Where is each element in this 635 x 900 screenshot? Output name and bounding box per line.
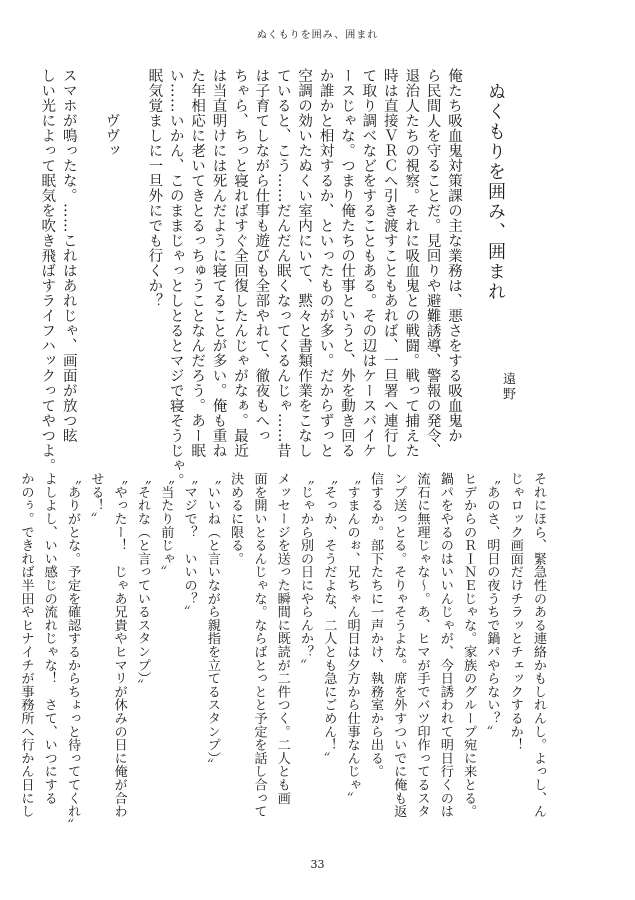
text-line: 時は直接ＶＲＣへ引き渡すこともあれば、一旦署へ連行し xyxy=(381,68,398,458)
text-line: 〝じゃから別の日にやらんか？〟 xyxy=(298,472,314,672)
lower-text-block xyxy=(18,472,550,857)
text-line: て取り調べなどをすることもある。その辺はケースバイケ xyxy=(360,68,377,458)
text-line: 信するか。部下たちに一声かけ、執務室から出る。 xyxy=(367,472,383,778)
text-line: た年相応に老いてきとるっちゅうことなんだろう。あー眠 xyxy=(189,68,206,458)
running-header: ぬくもりを囲み、囲まれ xyxy=(256,30,379,41)
text-line: 退治人たちの視察。それに吸血鬼との戦闘。戦って捕えた xyxy=(403,68,420,458)
text-line: 〝いいね（と言いながら親指を立てるスタンプ）〟 xyxy=(204,472,220,772)
text-line: 〝それな（と言っているスタンプ）〟 xyxy=(134,472,150,692)
text-line: かのぅ。できれば半田やヒナイチが事務所へ行かん日にし xyxy=(18,472,34,818)
text-line: しい光によって眠気を吹き飛ばすライフハックってやつよ。 xyxy=(39,68,56,473)
text-line: い……いかん、このままじゃっとしとるとマジで寝そうじゃ。 xyxy=(167,68,184,488)
text-line: 〝マジで？ いいの？〟 xyxy=(181,472,197,619)
text-line: 鍋パをやるのはいいんじゃが、今日誘われて明日行くのは xyxy=(437,472,453,818)
text-line: ヒデからのＲＩＮＥじゃな。家族のグループ宛に来とる。 xyxy=(461,472,477,818)
text-line: ちゃら、ちっと寝ればすぐ全回復したんじゃがなぁ。最近 xyxy=(231,68,248,458)
text-line: じゃロック画面だけチラッとチェックするか！ xyxy=(507,472,523,752)
text-line: よしよし、いい感じの流れじゃな！ さて、いつにする xyxy=(41,472,57,805)
text-line: ースじゃな。つまり俺たちの仕事というと、外を動き回る xyxy=(338,68,355,458)
author-name: 遠野 xyxy=(500,372,515,402)
text-line: は当直明けには死んだように寝てることが多い。俺も重ね xyxy=(210,68,227,458)
text-line: ていると、こう……だんだん眠くなってくるんじゃ……昔 xyxy=(274,68,291,458)
text-line xyxy=(122,68,143,443)
text-line: 〝すまんのぉ、兄ちゃん明日は夕方から仕事なんじゃ〟 xyxy=(344,472,360,805)
text-line: 〝ありがとな。予定を確認するからちょっと待っててくれ〟 xyxy=(65,472,81,832)
text-line: 〝やったー！ じゃあ兄貴やヒマリが休みの日に俺が合わ xyxy=(111,472,127,818)
text-line: は子育てしながら仕事も遊びも全部やれて、徹夜もへっ xyxy=(253,68,270,443)
text-line: 〝そっか、そうだよな、二人とも急にごめん！〟 xyxy=(321,472,337,765)
text-line: ンプ送っとる。そりゃそうよな。席を外すついでに俺も返 xyxy=(391,472,407,818)
text-line: 面を開いとるんじゃな。ならばとっとと予定を話し合って xyxy=(251,472,267,818)
text-line: せる！〟 xyxy=(88,472,104,526)
text-line: メッセージを送った瞬間に既読が二件つく。二人とも画 xyxy=(274,472,290,805)
text-line: スマホが鳴ったな。……これはあれじゃ、画面が放つ眩 xyxy=(60,68,77,443)
text-line: ヴヴッ xyxy=(103,68,120,158)
text-line: 流石に無理じゃな～。あ、ヒマが手でバツ印作ってるスタ xyxy=(414,472,430,818)
text-line: 眠気覚ましに一旦外にでも行くか？ xyxy=(146,68,163,308)
text-line xyxy=(79,68,100,443)
text-line: 決めるに限る。 xyxy=(228,472,244,566)
text-line: それにほら、緊急性のある連絡かもしれんし。よっし、ん xyxy=(531,472,546,818)
upper-text-block xyxy=(39,68,464,488)
text-line: 〝あのさ、明日の夜うちで鍋パやらない？〟 xyxy=(484,472,500,738)
text-line: 空調の効いたぬくい室内にいて、黙々と書類作業をこなし xyxy=(296,68,313,458)
text-line: ら民間人を守ることだ。見回りや避難誘導、警報の発令、 xyxy=(424,68,441,458)
text-line: 俺たち吸血鬼対策課の主な業務は、悪さをする吸血鬼か xyxy=(446,68,462,443)
story-title: ぬくもりを囲み、囲まれ xyxy=(485,82,506,302)
page-number: 33 xyxy=(310,858,325,871)
text-line: 〝当たり前じゃ〟 xyxy=(158,472,174,579)
text-line: か誰かと相対するか、といったものが多い。だからずっと xyxy=(317,68,334,458)
